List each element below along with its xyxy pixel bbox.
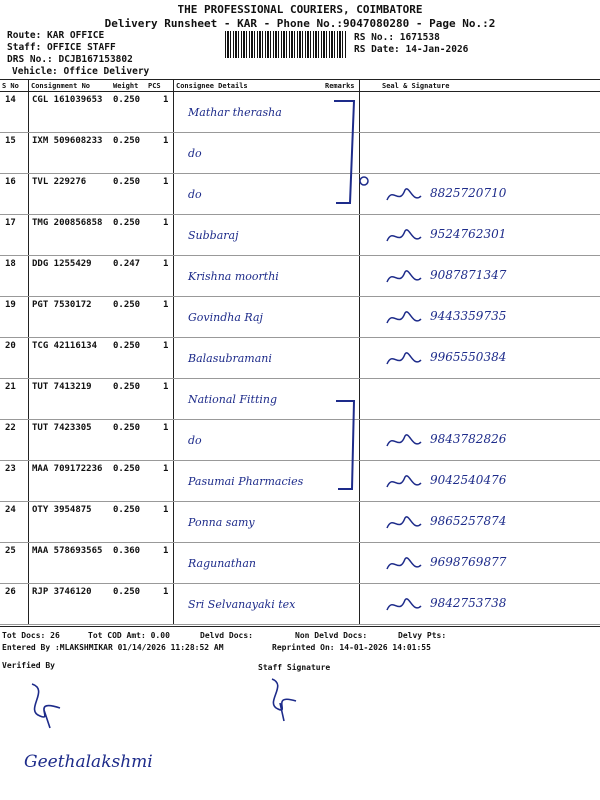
weight-value: 0.250 xyxy=(113,95,141,105)
pcs-value: 1 xyxy=(163,505,169,515)
row-serial-number: 15 xyxy=(5,136,16,146)
weight-value: 0.250 xyxy=(113,423,141,433)
receiver-signature xyxy=(385,182,425,208)
drs-label: DRS No.: DCJB167153802 xyxy=(7,54,133,65)
row-divider xyxy=(0,296,600,297)
consignment-number: DDG 1255429 xyxy=(32,259,92,269)
receiver-phone: 9842753738 xyxy=(430,596,507,610)
receiver-phone: 9965550384 xyxy=(430,350,507,364)
col-remarks: Remarks xyxy=(325,82,355,90)
weight-value: 0.360 xyxy=(113,546,141,556)
entered-by: Entered By :MLAKSHMIKAR 01/14/2026 11:28:52 AM xyxy=(2,643,224,652)
consignee-name: Balasubramani xyxy=(188,352,272,365)
row-serial-number: 21 xyxy=(5,382,16,392)
col-consignee: Consignee Details xyxy=(176,82,248,90)
row-serial-number: 19 xyxy=(5,300,16,310)
weight-value: 0.250 xyxy=(113,218,141,228)
staff-signature-label: Staff Signature xyxy=(258,663,331,672)
weight-value: 0.247 xyxy=(113,259,141,269)
consignee-name: Govindha Raj xyxy=(188,311,263,324)
staff-label: Staff: OFFICE STAFF xyxy=(7,42,116,53)
consignment-number: IXM 509608233 xyxy=(32,136,103,146)
weight-value: 0.250 xyxy=(113,136,141,146)
table-bottom-rule xyxy=(0,626,600,627)
runsheet-subtitle: Delivery Runsheet - KAR - Phone No.:9047080280 - Page No.:2 xyxy=(104,17,496,30)
rs-number: RS No.: 1671538 xyxy=(354,32,440,43)
barcode-image xyxy=(225,31,347,58)
pcs-value: 1 xyxy=(163,382,169,392)
non-delivered-docs: Non Delvd Docs: xyxy=(295,631,368,640)
weight-value: 0.250 xyxy=(113,177,141,187)
receiver-phone: 9843782826 xyxy=(430,432,507,446)
row-divider xyxy=(0,624,600,625)
route-label: Route: KAR OFFICE xyxy=(7,30,105,41)
receiver-signature xyxy=(385,469,425,495)
pcs-value: 1 xyxy=(163,423,169,433)
row-serial-number: 26 xyxy=(5,587,16,597)
row-divider xyxy=(0,214,600,215)
weight-value: 0.250 xyxy=(113,382,141,392)
company-title: THE PROFESSIONAL COURIERS, COIMBATORE xyxy=(177,3,423,16)
receiver-phone: 9524762301 xyxy=(430,227,507,241)
table-header-rule xyxy=(0,91,600,92)
receiver-phone: 9865257874 xyxy=(430,514,507,528)
receiver-signature xyxy=(385,387,425,413)
pcs-value: 1 xyxy=(163,546,169,556)
row-serial-number: 18 xyxy=(5,259,16,269)
consignment-number: TMG 200856858 xyxy=(32,218,103,228)
delivered-docs: Delvd Docs: xyxy=(200,631,253,640)
receiver-phone: 9087871347 xyxy=(430,268,507,282)
weight-value: 0.250 xyxy=(113,341,141,351)
row-divider xyxy=(0,542,600,543)
row-serial-number: 24 xyxy=(5,505,16,515)
remarks-bracket-mark xyxy=(330,95,370,210)
receiver-signature xyxy=(385,305,425,331)
vehicle-label: Vehicle: Office Delivery xyxy=(12,66,150,77)
consignee-name: Mathar therasha xyxy=(188,106,282,119)
row-divider xyxy=(0,583,600,584)
pcs-value: 1 xyxy=(163,587,169,597)
receiver-signature xyxy=(385,428,425,454)
pcs-value: 1 xyxy=(163,341,169,351)
weight-value: 0.250 xyxy=(113,587,141,597)
rs-date: RS Date: 14-Jan-2026 xyxy=(354,44,469,55)
consignment-number: CGL 161039653 xyxy=(32,95,103,105)
col-weight: Weight xyxy=(113,82,139,90)
receiver-signature xyxy=(385,141,425,167)
weight-value: 0.250 xyxy=(113,300,141,310)
consignee-name: Ragunathan xyxy=(188,557,257,570)
consignee-name: Pasumai Pharmacies xyxy=(188,475,304,488)
consignee-name: Sri Selvanayaki tex xyxy=(188,598,296,611)
row-divider xyxy=(0,255,600,256)
pcs-value: 1 xyxy=(163,259,169,269)
verifier-signature xyxy=(20,680,80,730)
row-serial-number: 23 xyxy=(5,464,16,474)
consignee-name: National Fitting xyxy=(188,393,278,406)
row-serial-number: 25 xyxy=(5,546,16,556)
pcs-value: 1 xyxy=(163,136,169,146)
reprinted-on: Reprinted On: 14-01-2026 14:01:55 xyxy=(272,643,431,652)
consignee-name: do xyxy=(188,147,202,160)
pcs-value: 1 xyxy=(163,177,169,187)
weight-value: 0.250 xyxy=(113,505,141,515)
col-divider xyxy=(173,80,174,625)
col-consignment: Consignment No xyxy=(31,82,91,90)
consignment-number: TUT 7423305 xyxy=(32,423,92,433)
row-divider xyxy=(0,132,600,133)
pcs-value: 1 xyxy=(163,300,169,310)
receiver-signature xyxy=(385,592,425,618)
col-pcs: PCS xyxy=(148,82,161,90)
col-sno: S No xyxy=(2,82,19,90)
total-docs: Tot Docs: 26 xyxy=(2,631,60,640)
receiver-signature xyxy=(385,346,425,372)
col-seal-signature: Seal & Signature xyxy=(382,82,450,90)
receiver-phone: 9443359735 xyxy=(430,309,507,323)
verified-by-label: Verified By xyxy=(2,661,55,670)
pcs-value: 1 xyxy=(163,95,169,105)
receiver-signature xyxy=(385,510,425,536)
col-divider xyxy=(28,80,29,625)
consignment-number: TCG 42116134 xyxy=(32,341,98,351)
verifier-name: Geethalakshmi xyxy=(24,752,153,772)
pcs-value: 1 xyxy=(163,218,169,228)
receiver-signature xyxy=(385,223,425,249)
row-serial-number: 20 xyxy=(5,341,16,351)
pcs-value: 1 xyxy=(163,464,169,474)
consignee-name: do xyxy=(188,434,202,447)
row-divider xyxy=(0,173,600,174)
row-divider xyxy=(0,501,600,502)
row-serial-number: 22 xyxy=(5,423,16,433)
receiver-signature xyxy=(385,264,425,290)
consignment-number: OTY 3954875 xyxy=(32,505,92,515)
receiver-signature xyxy=(385,551,425,577)
consignment-number: MAA 578693565 xyxy=(32,546,103,556)
staff-signature-mark xyxy=(258,675,308,725)
consignment-number: TUT 7413219 xyxy=(32,382,92,392)
receiver-phone: 9698769877 xyxy=(430,555,507,569)
weight-value: 0.250 xyxy=(113,464,141,474)
receiver-phone: 9042540476 xyxy=(430,473,507,487)
row-divider xyxy=(0,460,600,461)
row-serial-number: 17 xyxy=(5,218,16,228)
row-serial-number: 14 xyxy=(5,95,16,105)
table-top-rule xyxy=(0,79,600,80)
remarks-bracket-mark xyxy=(332,395,362,495)
consignee-name: Krishna moorthi xyxy=(188,270,279,283)
delivery-points: Delvy Pts: xyxy=(398,631,447,640)
consignment-number: MAA 709172236 xyxy=(32,464,103,474)
receiver-phone: 8825720710 xyxy=(430,186,507,200)
consignment-number: RJP 3746120 xyxy=(32,587,92,597)
total-cod-amount: Tot COD Amt: 0.00 xyxy=(88,631,170,640)
receiver-signature xyxy=(385,100,425,126)
consignment-number: TVL 229276 xyxy=(32,177,87,187)
row-divider xyxy=(0,337,600,338)
row-serial-number: 16 xyxy=(5,177,16,187)
consignee-name: Subbaraj xyxy=(188,229,239,242)
consignment-number: PGT 7530172 xyxy=(32,300,92,310)
row-divider xyxy=(0,378,600,379)
row-divider xyxy=(0,419,600,420)
consignee-name: do xyxy=(188,188,202,201)
consignee-name: Ponna samy xyxy=(188,516,255,529)
